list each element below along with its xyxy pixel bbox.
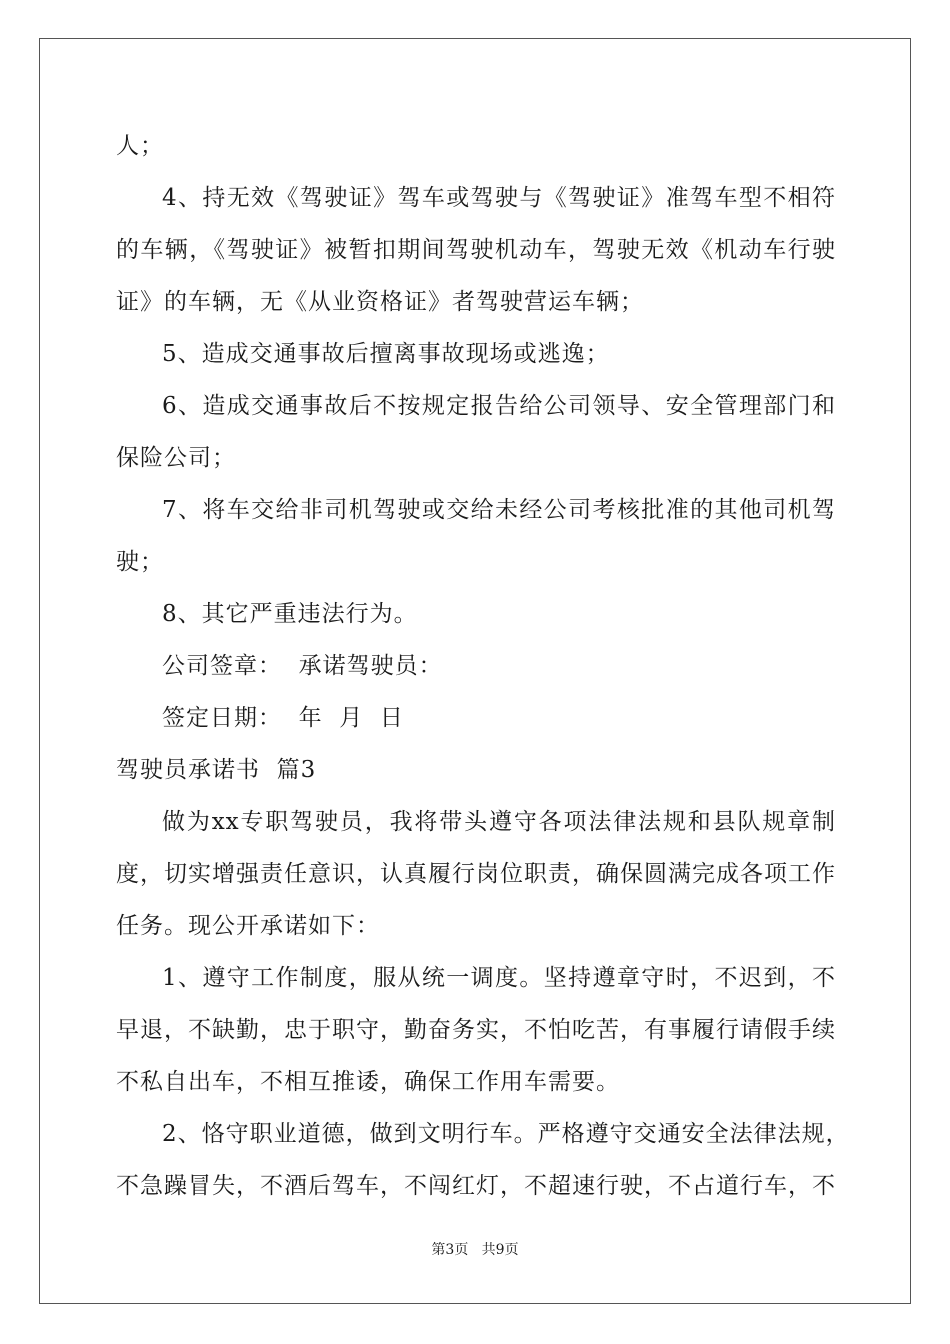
text-line: 不急躁冒失，不酒后驾车，不闯红灯，不超速行驶，不占道行车，不	[116, 1173, 836, 1199]
section-heading: 驾驶员承诺书 篇3	[116, 757, 317, 783]
page-number-footer	[0, 1240, 950, 1260]
text-line: 4、持无效《驾驶证》驾车或驾驶与《驾驶证》准驾车型不相符	[162, 185, 836, 211]
signature-line: 公司签章： 承诺驾驶员：	[162, 653, 443, 679]
text-line: 不私自出车，不相互推诿，确保工作用车需要。	[116, 1069, 620, 1095]
page-label: 第3页 共9页	[431, 1242, 519, 1258]
text-line: 7、将车交给非司机驾驶或交给未经公司考核批准的其他司机驾	[162, 497, 836, 523]
text-line: 驶；	[116, 549, 164, 575]
text-line: 1、遵守工作制度，服从统一调度。坚持遵章守时，不迟到，不	[162, 965, 836, 991]
text-line: 5、造成交通事故后擅离事故现场或逃逸；	[162, 341, 610, 367]
text-line: 2、恪守职业道德，做到文明行车。严格遵守交通安全法律法规，	[162, 1121, 850, 1147]
text-line: 的车辆，《驾驶证》被暂扣期间驾驶机动车，驾驶无效《机动车行驶	[116, 237, 836, 263]
text-line: 6、造成交通事故后不按规定报告给公司领导、安全管理部门和	[162, 393, 836, 419]
text-line: 证》的车辆，无《从业资格证》者驾驶营运车辆；	[116, 289, 644, 315]
text-line: 早退，不缺勤，忠于职守，勤奋务实，不怕吃苦，有事履行请假手续	[116, 1017, 836, 1043]
date-line: 签定日期： 年 月 日	[162, 705, 404, 731]
text-line: 做为xx专职驾驶员，我将带头遵守各项法律法规和县队规章制	[162, 809, 836, 835]
text-line: 8、其它严重违法行为。	[162, 601, 418, 627]
text-line: 保险公司；	[116, 445, 236, 471]
text-line: 任务。现公开承诺如下：	[116, 913, 380, 939]
text-line: 人；	[116, 133, 164, 159]
text-line: 度，切实增强责任意识，认真履行岗位职责，确保圆满完成各项工作	[116, 861, 836, 887]
